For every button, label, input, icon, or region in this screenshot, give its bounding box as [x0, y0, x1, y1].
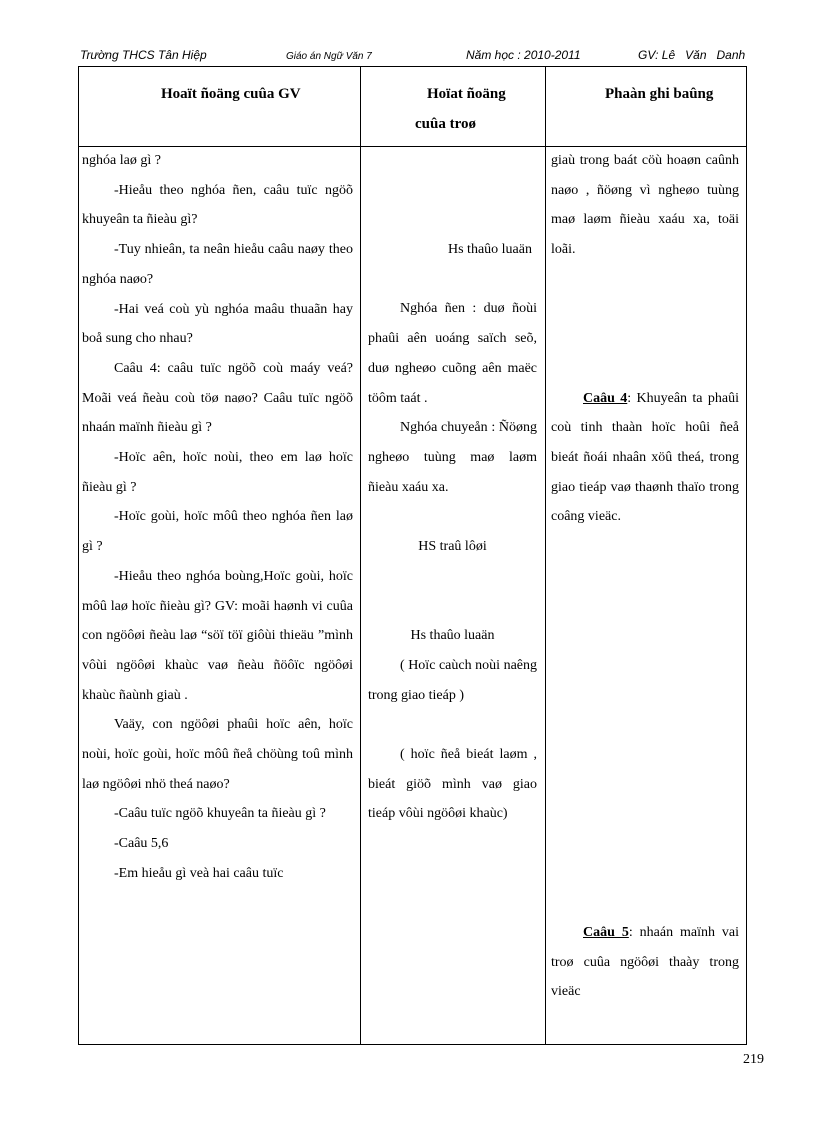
column-divider	[360, 67, 361, 1044]
student-line: ( hoïc ñeå bieát laøm , bieát giöõ mình vaø giao tieáp vôùi ngöôøi khaùc)	[368, 746, 537, 822]
student-line: Hs thaûo luaän	[448, 242, 532, 258]
board-note: giaù trong baát cöù hoaøn caûnh naøo , ñöøng vì ngheøo tuùng maø laøm ñieàu xaáu xa, toäi loãi.	[551, 153, 739, 258]
header-teacher: GV: Lê Văn Danh	[638, 48, 746, 62]
student-activities	[368, 146, 537, 829]
col2-header-line1: Hoïat ñoäng	[427, 86, 506, 102]
teacher-activities	[82, 146, 353, 889]
teacher-line: Caâu 4: caâu tuïc ngöõ coù maáy veá? Moãi veá ñeàu coù töø naøo? Caâu tuïc ngöõ nhaán maïnh ñieàu gì ?	[82, 360, 353, 436]
teacher-line: Vaäy, con ngöôøi phaûi hoïc aên, hoïc noùi, hoïc goùi, hoïc môû ñeå chöùng toû mình laø ngöôøi nhö theá naøo?	[82, 717, 353, 792]
teacher-line: nghóa laø gì ?	[82, 153, 161, 168]
teacher-line: -Em hieåu gì veà hai caâu tuïc	[114, 865, 284, 881]
header-year: Năm học : 2010-2011	[466, 48, 581, 62]
board-note	[551, 918, 739, 1007]
col3-header: Phaàn ghi baûng	[605, 86, 714, 102]
student-line: HS traû lôøi	[418, 539, 487, 555]
col2-header	[371, 79, 541, 139]
teacher-line: -Caâu 5,6	[114, 836, 169, 852]
teacher-line: -Hieåu theo nghóa ñen, caâu tuïc ngöõ khuyeân ta ñieàu gì?	[82, 182, 353, 228]
student-line: Nghóa ñen : duø ñoùi phaûi aên uoáng saïch seõ, duø ngheøo cuõng aên maëc töôm taát .	[368, 301, 537, 406]
teacher-line: -Hieåu theo nghóa boùng,Hoïc goùi, hoïc môû laø hoïc ñieàu gì? GV: moãi haønh vi cuûa con ngöôøi ñeàu laø “söï töï giôùi thieäu ”mình vôùi ngöôøi khaùc vaø ñeàu ñöôïc ngöôøi khaùc ñaùnh giaù .	[82, 568, 353, 703]
column-divider	[545, 67, 546, 1044]
student-line: Hs thaûo luaän	[410, 628, 495, 644]
board-notes	[551, 146, 739, 1007]
lesson-table	[78, 66, 747, 1045]
board-note	[551, 384, 739, 533]
header-school: Trường THCS Tân Hiệp	[80, 48, 207, 62]
board-note-label: Caâu 4	[583, 390, 628, 406]
board-note-text: : nhaán maïnh vai troø cuûa ngöôøi thaày trong vieäc	[551, 925, 739, 1000]
board-note-label: Caâu 5	[583, 925, 629, 941]
teacher-line: -Hoïc goùi, hoïc môû theo nghóa ñen laø gì ?	[82, 509, 353, 555]
student-line: Nghóa chuyeån : Ñöøng ngheøo tuùng maø laøm ñieàu xaáu xa.	[368, 420, 537, 495]
student-line: ( Hoïc caùch noùi naêng trong giao tieáp )	[368, 657, 537, 703]
teacher-line: -Hai veá coù yù nghóa maâu thuaãn hay boå sung cho nhau?	[82, 301, 353, 347]
page-number: 219	[743, 1052, 764, 1067]
board-note-text: : Khuyeân ta phaûi coù tinh thaàn hoïc hoûi ñeå bieát ñoái nhaân xöû theá, trong giao tieáp vaø thaønh thaïo trong coâng vieäc.	[551, 390, 739, 525]
col2-header-line2: cuûa troø	[415, 116, 476, 132]
col1-header: Hoaït ñoäng cuûa GV	[161, 86, 301, 102]
teacher-line: -Hoïc aên, hoïc noùi, theo em laø hoïc ñieàu gì ?	[82, 450, 353, 495]
header-subject: Giáo án Ngữ Văn 7	[286, 51, 372, 62]
teacher-line: -Caâu tuïc ngöõ khuyeân ta ñieàu gì ?	[114, 806, 326, 822]
teacher-line: -Tuy nhieân, ta neân hieåu caâu naøy theo nghóa naøo?	[82, 242, 353, 287]
